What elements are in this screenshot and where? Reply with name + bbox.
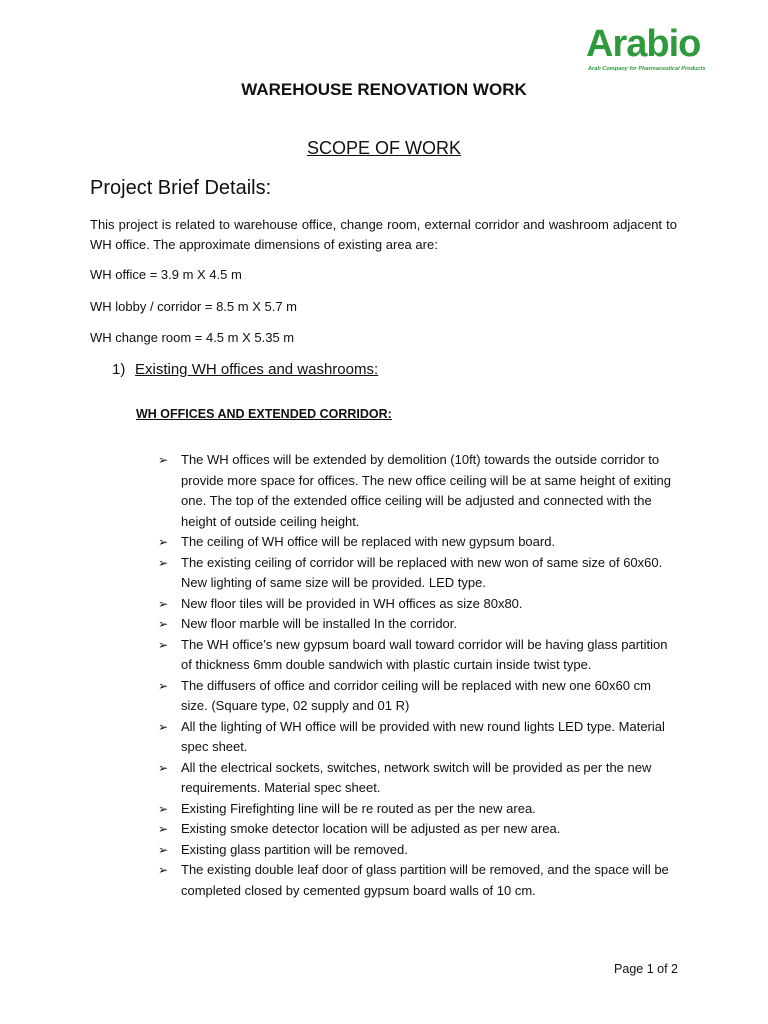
bullet-text: The ceiling of WH office will be replaced with new gypsum board.: [181, 534, 556, 549]
list-item: [158, 450, 678, 532]
list-item: [158, 553, 678, 594]
company-logo: [586, 24, 726, 76]
bullet-text: All the electrical sockets, switches, network switch will be provided as per the new requirements. Material spec sheet.: [181, 759, 652, 795]
bullet-text: Existing smoke detector location will be adjusted as per new area.: [181, 821, 561, 836]
bullet-text: The existing double leaf door of glass partition will be removed, and the space will be completed closed by cemented gypsum board walls of 10 cm.: [181, 862, 669, 898]
list-item: [158, 614, 678, 635]
list-item: [158, 819, 678, 840]
scope-bullet-list: [158, 450, 678, 901]
section-title: Existing WH offices and washrooms:: [135, 361, 379, 378]
numbered-section: [112, 360, 378, 380]
bullet-text: Existing glass partition will be removed.: [181, 841, 408, 857]
logo-wordmark: Arabio: [586, 23, 701, 65]
arrow-bullet-icon: ➢: [158, 535, 169, 549]
bullet-text: The WH offices will be extended by demolition (10ft) towards the outside corridor to provide more space for offices. The new office ceiling will be at same height of exiting one. The top of the extended office ceiling will be adjusted and connected with the height of outside ceiling height.: [181, 452, 671, 529]
list-item: [158, 758, 678, 799]
arrow-bullet-icon: ➢: [158, 801, 169, 816]
bullet-text: All the lighting of WH office will be provided with new round lights LED type. Material spec sheet.: [181, 718, 665, 754]
bullet-text: New floor marble will be installed In the corridor.: [181, 616, 458, 631]
section-heading: Project Brief Details:: [90, 177, 272, 199]
bullet-text: New floor tiles will be provided in WH offices as size 80x80.: [181, 595, 523, 611]
logo-tagline: Arab Company for Pharmaceutical Products: [588, 66, 706, 72]
dimension-line: WH lobby / corridor = 8.5 m X 5.7 m: [90, 299, 297, 314]
arrow-bullet-icon: ➢: [158, 719, 169, 734]
intro-paragraph: This project is related to warehouse office, change room, external corridor and washroom adjacent to WH office. The approximate dimensions of existing area are:: [90, 217, 677, 252]
list-item: [158, 717, 678, 758]
list-item: [158, 594, 678, 615]
list-item: [158, 532, 678, 553]
page-number: Page 1 of 2: [614, 962, 678, 976]
arrow-bullet-icon: ➢: [158, 678, 169, 693]
arrow-bullet-icon: ➢: [158, 863, 169, 877]
list-item: [158, 676, 678, 717]
dimension-line: WH change room = 4.5 m X 5.35 m: [90, 330, 295, 345]
subsection-heading: WH OFFICES AND EXTENDED CORRIDOR:: [136, 407, 392, 421]
section-number: 1): [112, 361, 126, 378]
arrow-bullet-icon: ➢: [158, 842, 169, 857]
list-item: [158, 860, 678, 901]
list-item: [158, 840, 678, 861]
list-item: [158, 799, 678, 820]
arrow-bullet-icon: ➢: [158, 822, 169, 836]
bullet-text: The diffusers of office and corridor ceiling will be replaced with new one 60x60 cm size. (Square type, 02 supply and 01 R): [181, 677, 651, 713]
dimension-line: WH office = 3.9 m X 4.5 m: [90, 267, 242, 282]
arrow-bullet-icon: ➢: [158, 596, 169, 611]
arrow-bullet-icon: ➢: [158, 637, 169, 652]
bullet-text: The existing ceiling of corridor will be replaced with new won of same size of 60x60. New lighting of same size will be provided. LED type.: [181, 554, 663, 590]
bullet-text: The WH office’s new gypsum board wall toward corridor will be having glass partition of thickness 6mm double sandwich with plastic curtain inside twist type.: [181, 636, 668, 672]
arrow-bullet-icon: ➢: [158, 453, 169, 467]
list-item: [158, 635, 678, 676]
arrow-bullet-icon: ➢: [158, 555, 169, 570]
bullet-text: Existing Firefighting line will be re routed as per the new area.: [181, 800, 536, 816]
document-title: WAREHOUSE RENOVATION WORK: [241, 80, 527, 99]
document-subtitle: SCOPE OF WORK: [306, 138, 461, 158]
arrow-bullet-icon: ➢: [158, 760, 169, 775]
arrow-bullet-icon: ➢: [158, 617, 169, 631]
